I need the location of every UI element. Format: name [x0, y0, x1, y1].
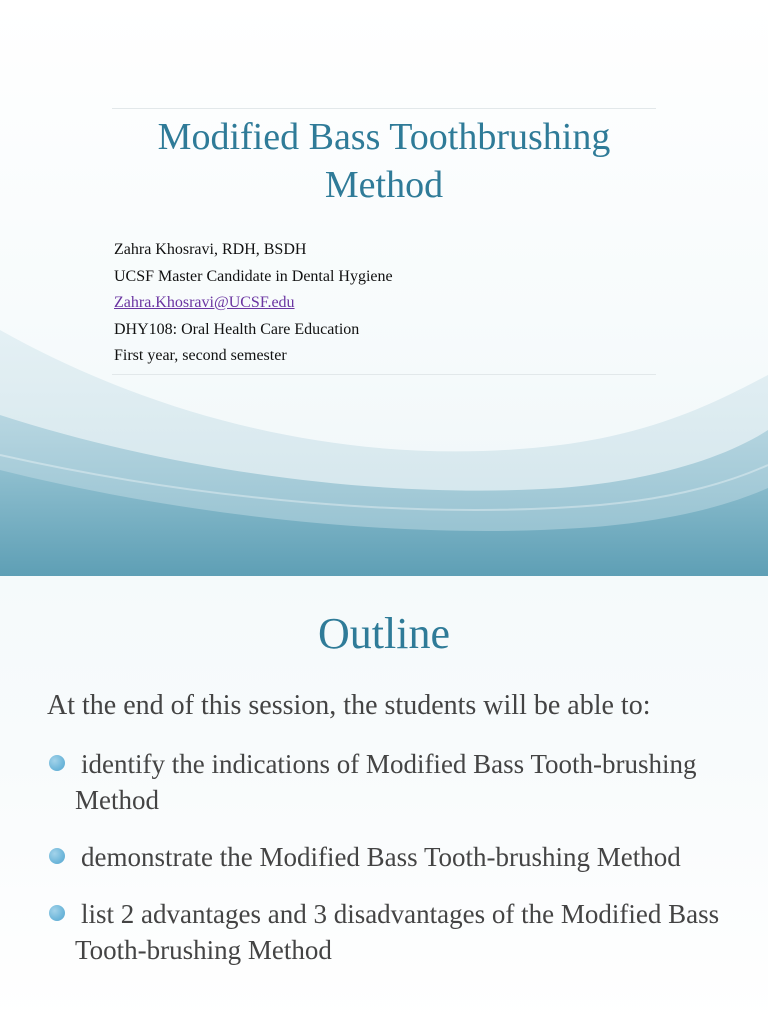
- bullet-item: [0, 896, 768, 968]
- presenter-email-link[interactable]: Zahra.Khosravi@UCSF.edu: [114, 294, 295, 311]
- slide-title: Modified Bass Toothbrushing Method: [157, 116, 611, 206]
- presenter-name: Zahra Khosravi, RDH, BSDH: [114, 241, 307, 258]
- bullet-text: identify the indications of Modified Bass Tooth-brushing Method: [75, 749, 697, 815]
- course-term: First year, second semester: [114, 347, 287, 364]
- bullet-item: [0, 746, 768, 818]
- outline-slide: [0, 576, 768, 1024]
- title-box: [112, 108, 656, 375]
- outline-intro: At the end of this session, the students will be able to:: [47, 690, 651, 721]
- outline-bullet-list: [0, 746, 768, 989]
- bullet-item: [0, 839, 768, 875]
- bullet-text: demonstrate the Modified Bass Tooth-brushing Method: [81, 842, 681, 872]
- circle-bullet-icon: [49, 905, 65, 921]
- presenter-position: UCSF Master Candidate in Dental Hygiene: [114, 267, 393, 285]
- circle-bullet-icon: [49, 755, 65, 771]
- presenter-info: [114, 237, 654, 370]
- outline-title: Outline: [318, 609, 450, 658]
- course-name: DHY108: Oral Health Care Education: [114, 320, 360, 338]
- circle-bullet-icon: [49, 848, 65, 864]
- bullet-text: list 2 advantages and 3 disadvantages of the Modified Bass Tooth-brushing Method: [75, 899, 720, 965]
